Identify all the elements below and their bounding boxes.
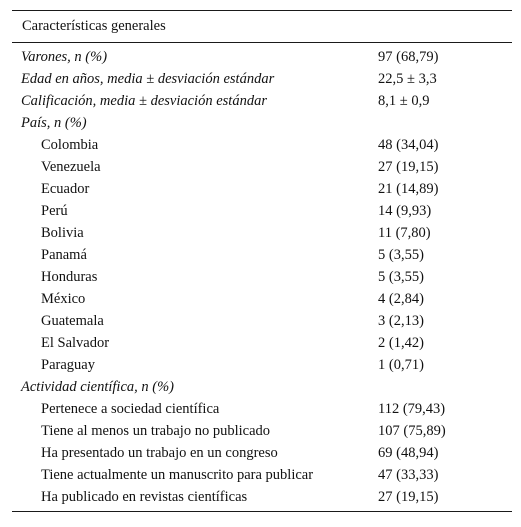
table-row [12, 156, 512, 178]
table-row [12, 398, 512, 420]
table-section-actividad [12, 376, 512, 398]
row-value: 8,1 ± 0,9 [378, 93, 430, 109]
table-row [12, 222, 512, 244]
row-label: México [41, 291, 86, 307]
row-value [368, 376, 512, 398]
row-value: 112 (79,43) [378, 401, 446, 417]
row-value: 27 (19,15) [378, 489, 439, 505]
table-row-calificacion [12, 90, 512, 112]
row-label: Colombia [41, 137, 99, 153]
row-label: Panamá [41, 247, 87, 263]
row-value: 4 (2,84) [378, 291, 424, 307]
row-value: 48 (34,04) [378, 137, 439, 153]
row-label: Edad en años, media ± desviación estándar [21, 71, 275, 87]
row-value: 3 (2,13) [378, 313, 424, 329]
table-row [12, 420, 512, 442]
row-value: 14 (9,93) [378, 203, 432, 219]
table-header: Características generales [22, 18, 166, 34]
table-section-pais [12, 112, 512, 134]
row-label: El Salvador [41, 335, 110, 351]
row-value: 22,5 ± 3,3 [378, 71, 437, 87]
table-row [12, 354, 512, 376]
row-label: Pertenece a sociedad científica [41, 401, 220, 417]
section-label: Actividad científica, n (%) [21, 379, 175, 395]
table-row [12, 442, 512, 464]
row-value: 1 (0,71) [378, 357, 424, 373]
row-value: 47 (33,33) [378, 467, 439, 483]
table-row [12, 486, 512, 508]
table-row [12, 266, 512, 288]
table-row [12, 464, 512, 486]
row-label: Guatemala [41, 313, 104, 329]
row-label: Bolivia [41, 225, 84, 241]
row-label: Ha publicado en revistas científicas [41, 489, 248, 505]
table-row [12, 244, 512, 266]
row-label: Ha presentado un trabajo en un congreso [41, 445, 278, 461]
row-value: 5 (3,55) [378, 247, 424, 263]
row-value: 2 (1,42) [378, 335, 424, 351]
table-row [12, 134, 512, 156]
row-label: Calificación, media ± desviación estándar [21, 93, 267, 109]
row-value [368, 112, 512, 134]
table-row-varones [12, 46, 512, 68]
table-row [12, 332, 512, 354]
row-label: Varones, n (%) [21, 49, 108, 65]
bottom-rule [12, 511, 512, 512]
table-row [12, 310, 512, 332]
row-value: 21 (14,89) [378, 181, 439, 197]
row-value: 5 (3,55) [378, 269, 424, 285]
row-label: Honduras [41, 269, 98, 285]
row-label: Ecuador [41, 181, 90, 197]
row-label: Paraguay [41, 357, 95, 373]
row-label: Tiene al menos un trabajo no publicado [41, 423, 271, 439]
table-row [12, 200, 512, 222]
row-label: Perú [41, 203, 68, 219]
table-row [12, 288, 512, 310]
row-value: 27 (19,15) [378, 159, 439, 175]
table-row-edad [12, 68, 512, 90]
row-label: Venezuela [41, 159, 101, 175]
row-value: 97 (68,79) [378, 49, 439, 65]
row-value: 107 (75,89) [378, 423, 446, 439]
table-row [12, 178, 512, 200]
row-label: Tiene actualmente un manuscrito para publicar [41, 467, 314, 483]
table-body [12, 43, 512, 511]
row-value: 11 (7,80) [378, 225, 431, 241]
row-value: 69 (48,94) [378, 445, 439, 461]
section-label: País, n (%) [21, 115, 87, 131]
characteristics-table [12, 10, 512, 512]
